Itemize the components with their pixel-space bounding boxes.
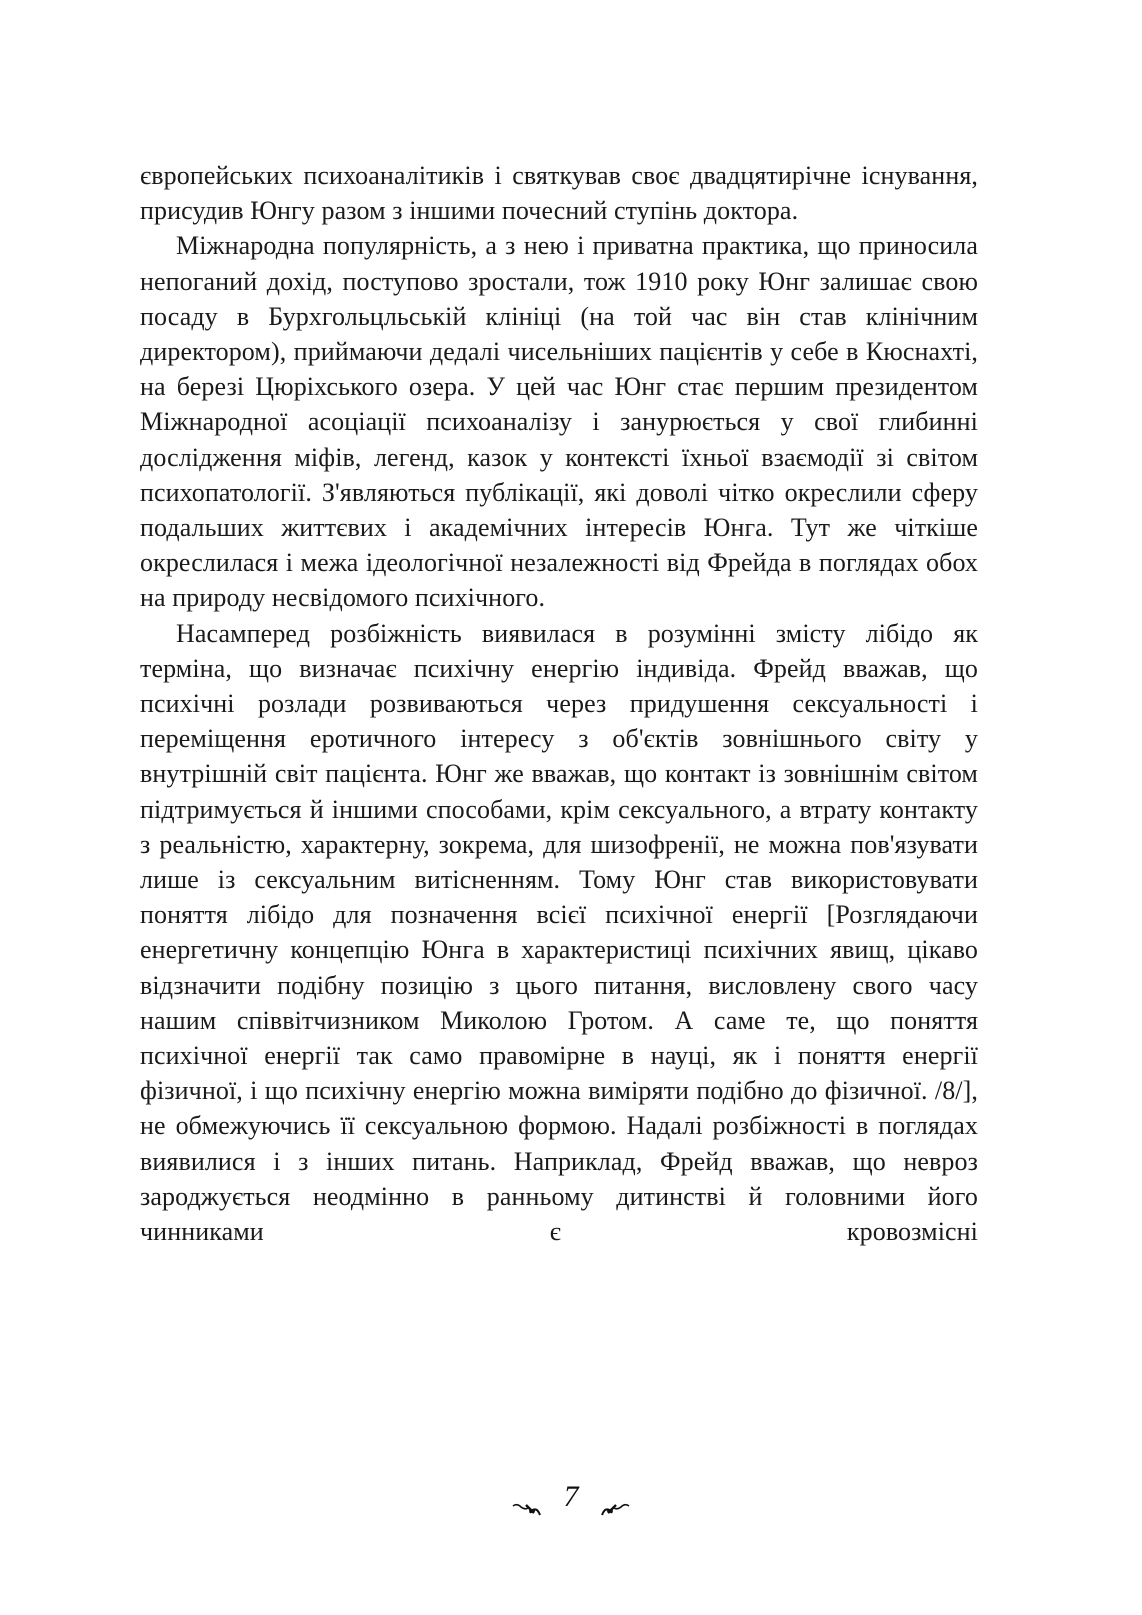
page-number: 7 [563, 1480, 579, 1514]
left-flourish-icon [512, 1490, 542, 1504]
paragraph-continuation: європейських психоаналітиків і святкував своє двадцятирічне існування, присудив Юнгу разом з іншими почесний ступінь доктора. [140, 161, 978, 226]
right-flourish-icon [600, 1490, 630, 1504]
paragraph-libido-divergence: Насамперед розбіжність виявилася в розумінні змісту лібідо як терміна, що визначає психічну енергію індивіда. Фрейд вважав, що психічні розлади розвиваються через придушення сексуальності і переміщення еротичного інтересу з об'єктів зовнішнього світу у внутрішній світ пацієнта. Юнг же вважав, що контакт із зовнішнім світом підтримується й іншими способами, крім сексуального, а втрату контакту з реальністю, характерну, зокрема, для шизофренії, не можна пов'язувати лише із сексуальним витісненням. Тому Юнг став використовувати поняття лібідо для позначення всієї психічної енергії [Розглядаючи енергетичну концепцію Юнга в характеристиці психічних явищ, цікаво відзначити подібну позицію з цього питання, висловлену свого часу нашим співвітчизником Миколою Гротом. А саме те, що поняття психічної енергії так само правомірне в науці, як і поняття енергії фізичної, і що психічну енергію можна виміряти подібно до фізичної. /8/], не обмежуючись її сексуальною формою. Надалі розбіжності в поглядах виявилися і з інших питань. Наприклад, Фрейд вважав, що невроз зароджується неодмінно в ранньому дитинстві й головними його чинниками є кровозмісні [140, 618, 978, 1247]
page-body [140, 158, 978, 1249]
page-footer [0, 1478, 1142, 1514]
paragraph-popularity: Міжнародна популярність, а з нею і приватна практика, що приносила непоганий дохід, поступово зростали, тож 1910 року Юнг залишає свою посаду в Бурхгольцльській клініці (на той час він став клінічним директором), приймаючи дедалі чисельніших пацієнтів у себе в Кюснахті, на березі Цюріхського озера. У цей час Юнг стає першим президентом Міжнародної асоціації психоаналізу і занурюється у свої глибинні дослідження міфів, легенд, казок у контексті їхньої взаємодії зі світом психопатології. З'являються публікації, які доволі чітко окреслили сферу подальших життєвих і академічних інтересів Юнга. Тут же чіткіше окреслилася і межа ідеологічної незалежності від Фрейда в поглядах обох на природу несвідомого психічного. [140, 231, 978, 613]
